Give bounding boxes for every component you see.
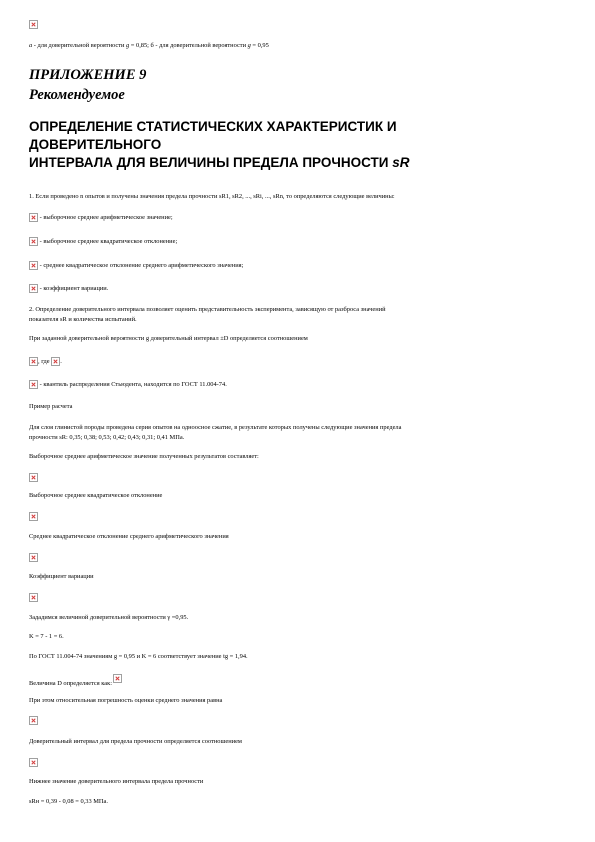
broken-formula-icon <box>29 716 38 725</box>
student-text: - квантиль распределения Стьюдента, находится по ГОСТ 11.004-74. <box>38 380 227 388</box>
paragraph-2-line-2: показателя sR и количества испытаний. <box>29 316 137 323</box>
example-line-1: Для слоя глинистой породы проведена серия опытов на одноосное сжатие, в результате которых получены следующие значения предела <box>29 424 402 431</box>
definition-text: - коэффициент вариации. <box>38 284 109 292</box>
broken-formula-icon <box>29 593 38 602</box>
broken-formula-icon <box>29 553 38 562</box>
std-text: Выборочное среднее квадратическое отклонение <box>29 492 163 499</box>
rel-error-text: При этом относительная погрешность оценки среднего значения равна <box>29 697 223 704</box>
broken-formula-icon <box>29 284 38 293</box>
broken-formula-icon <box>29 380 38 389</box>
caption-symbol: g <box>247 42 251 49</box>
paragraph-1: 1. Если проведено n опытов и получены значения предела прочности sR1, sR2, ..., sRi, ..., sRn, то определяются следующие величины: <box>29 193 395 200</box>
result-text: sRн = 0,39 - 0,08 = 0,33 МПа. <box>29 798 108 805</box>
std-mean-text: Среднее квадратическое отклонение среднего арифметического значения <box>29 533 229 540</box>
appendix-status: Рекомендуемое <box>29 87 125 103</box>
interval-text: Доверительный интервал для предела прочности определяется соотношением <box>29 738 242 745</box>
caption-variant-a: а <box>29 42 33 49</box>
title-variable: sR <box>392 155 410 170</box>
interval-formula: , где . <box>29 357 62 366</box>
example-line-2: прочности sR: 0,35; 0,38; 0,53; 0,42; 0,43; 0,31; 0,41 МПа. <box>29 434 185 441</box>
gamma-text: Зададимся величиной доверительной вероятности γ =0,95. <box>29 614 189 621</box>
section-title-line-3 <box>29 154 410 171</box>
mean-text: Выборочное среднее арифметическое значение полученных результатов составляет: <box>29 453 259 460</box>
caption-text: = 0,95 <box>250 42 269 49</box>
definition-std-mean <box>29 261 243 270</box>
broken-formula-icon <box>29 237 38 246</box>
where-text: , где <box>38 357 52 365</box>
broken-formula-icon <box>29 512 38 521</box>
broken-formula-icon <box>51 357 60 366</box>
broken-formula-icon <box>29 357 38 366</box>
appendix-number: ПРИЛОЖЕНИЕ 9 <box>29 67 147 83</box>
definition-text: - выборочное среднее квадратическое отклонение; <box>38 237 178 245</box>
d-text <box>29 674 122 688</box>
broken-formula-icon <box>29 261 38 270</box>
definition-text: - среднее квадратическое отклонение среднего арифметического значения; <box>38 261 244 269</box>
section-title-line-1: ОПРЕДЕЛЕНИЕ СТАТИСТИЧЕСКИХ ХАРАКТЕРИСТИК И <box>29 119 397 134</box>
caption-symbol: g <box>126 42 130 49</box>
broken-formula-icon <box>29 473 38 482</box>
example-heading: Пример расчета <box>29 403 73 410</box>
definition-text: - выборочное среднее арифметическое значение; <box>38 213 173 221</box>
caption-text: = 0,85; б - для доверительной вероятности <box>129 42 248 49</box>
paragraph-2-line-1: 2. Определение доверительного интервала позволяет оценить представительность эксперимента, зависящую от разброса значений <box>29 306 386 313</box>
broken-image-icon <box>29 20 38 29</box>
d-label: Величина D определяется как: <box>29 680 112 687</box>
broken-formula-icon <box>29 213 38 222</box>
broken-formula-icon <box>29 758 38 767</box>
broken-formula-icon <box>113 674 122 683</box>
student-note <box>29 380 227 389</box>
gost-text: По ГОСТ 11.004-74 значениям g = 0,95 и K = 6 соответствует значение tg = 1,94. <box>29 653 248 660</box>
definition-mean <box>29 213 173 222</box>
k-text: K = 7 - 1 = 6. <box>29 633 64 640</box>
title-text: ИНТЕРВАЛА ДЛЯ ВЕЛИЧИНЫ ПРЕДЕЛА ПРОЧНОСТИ <box>29 155 393 170</box>
definition-cv <box>29 284 108 293</box>
definition-std <box>29 237 177 246</box>
caption-text: - для доверительной вероятности <box>32 42 126 49</box>
section-title-line-2: ДОВЕРИТЕЛЬНОГО <box>29 137 162 152</box>
lower-text: Нижнее значение доверительного интервала предела прочности <box>29 778 204 785</box>
paragraph-3: При заданной доверительной вероятности g доверительный интервал ±D определяется соотношением <box>29 335 308 342</box>
figure-caption <box>29 42 269 50</box>
cv-text: Коэффициент вариации <box>29 573 94 580</box>
